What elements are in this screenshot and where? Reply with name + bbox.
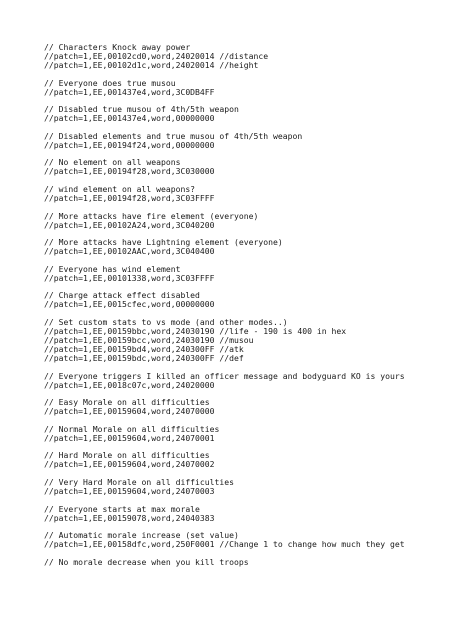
code-patch-line: //patch=1,EE,00102d1c,word,24020014 //height xyxy=(44,60,259,70)
code-comment-line: // Easy Morale on all difficulties xyxy=(44,397,210,408)
code-comment-line: // No element on all weapons xyxy=(44,157,181,168)
code-block xyxy=(44,238,469,256)
code-block xyxy=(44,451,469,469)
code-block xyxy=(44,558,469,567)
code-block xyxy=(44,372,469,390)
code-comment-line: // More attacks have Lightning element (everyone) xyxy=(44,237,283,248)
code-comment-line: // Very Hard Morale on all difficulties xyxy=(44,476,235,487)
code-comment-line: // Disabled true musou of 4th/5th weapon xyxy=(44,104,239,115)
code-block xyxy=(44,398,469,416)
code-comment-line: // Characters Knock away power xyxy=(44,42,191,52)
code-block xyxy=(44,478,469,496)
code-comment-line: // More attacks have fire element (everyone) xyxy=(44,210,259,221)
code-comment-line: // wind element on all weapons? xyxy=(44,183,196,194)
code-block xyxy=(44,265,469,283)
code-block xyxy=(44,79,469,97)
code-patch-line: //patch=1,EE,00159604,word,24070000 xyxy=(44,406,215,417)
code-patch-line: //patch=1,EE,00159078,word,24040383 xyxy=(44,512,215,523)
code-block xyxy=(44,158,469,176)
code-patch-line: //patch=1,EE,001437e4,word,3C0DB4FF xyxy=(44,86,215,97)
code-block xyxy=(44,291,469,309)
code-patch-line: //patch=1,EE,00159604,word,24070001 xyxy=(44,432,215,443)
code-comment-line: // Everyone triggers I killed an officer message and bodyguard KO is yours xyxy=(44,370,405,381)
code-comment-line: // Normal Morale on all difficulties xyxy=(44,423,220,434)
code-patch-line: //patch=1,EE,00102A24,word,3C040200 xyxy=(44,219,215,230)
code-comment-line: // Hard Morale on all difficulties xyxy=(44,450,210,461)
code-patch-line: //patch=1,EE,00159bcc,word,24030190 //musou xyxy=(44,334,254,345)
code-patch-line: //patch=1,EE,00159bbc,word,24030190 //life - 190 is 400 in hex xyxy=(44,325,347,336)
code-patch-line: //patch=1,EE,00194f28,word,3C030000 xyxy=(44,166,215,177)
code-patch-line: //patch=1,EE,0015cfec,word,00000000 xyxy=(44,299,215,310)
code-comment-line: // Everyone does true musou xyxy=(44,77,176,88)
code-block xyxy=(44,132,469,150)
code-comment-line: // Everyone has wind element xyxy=(44,263,181,274)
code-patch-line: //patch=1,EE,0018c07c,word,24020000 xyxy=(44,379,215,390)
patch-code-listing xyxy=(44,43,469,567)
code-comment-line: // Disabled elements and true musou of 4th/5th weapon xyxy=(44,130,303,141)
code-block xyxy=(44,318,469,363)
code-patch-line: //patch=1,EE,00102AAC,word,3C040400 xyxy=(44,246,215,257)
code-patch-line: //patch=1,EE,00159604,word,24070003 xyxy=(44,485,215,496)
code-block xyxy=(44,212,469,230)
code-patch-line: //patch=1,EE,00194f28,word,3C03FFFF xyxy=(44,192,215,203)
code-block xyxy=(44,185,469,203)
code-block xyxy=(44,425,469,443)
code-comment-line: // Automatic morale increase (set value) xyxy=(44,530,239,541)
code-comment-line: // Set custom stats to vs mode (and other modes..) xyxy=(44,316,288,327)
code-block xyxy=(44,531,469,549)
code-comment-line: // Everyone starts at max morale xyxy=(44,503,200,514)
code-block xyxy=(44,505,469,523)
code-patch-line: //patch=1,EE,00101338,word,3C03FFFF xyxy=(44,272,215,283)
code-patch-line: //patch=1,EE,00158dfc,word,250F0001 //Change 1 to change how much they get xyxy=(44,539,405,550)
code-patch-line: //patch=1,EE,00102cd0,word,24020014 //distance xyxy=(44,51,269,61)
code-block xyxy=(44,43,469,70)
code-patch-line: //patch=1,EE,00159bd4,word,240300FF //atk xyxy=(44,343,244,354)
code-comment-line: // Charge attack effect disabled xyxy=(44,290,200,301)
code-block xyxy=(44,105,469,123)
code-patch-line: //patch=1,EE,00159bdc,word,240300FF //def xyxy=(44,352,244,363)
code-patch-line: //patch=1,EE,001437e4,word,00000000 xyxy=(44,113,215,124)
code-patch-line: //patch=1,EE,00159604,word,24070002 xyxy=(44,459,215,470)
code-comment-line: // No morale decrease when you kill troops xyxy=(44,556,249,567)
code-patch-line: //patch=1,EE,00194f24,word,00000000 xyxy=(44,139,215,150)
